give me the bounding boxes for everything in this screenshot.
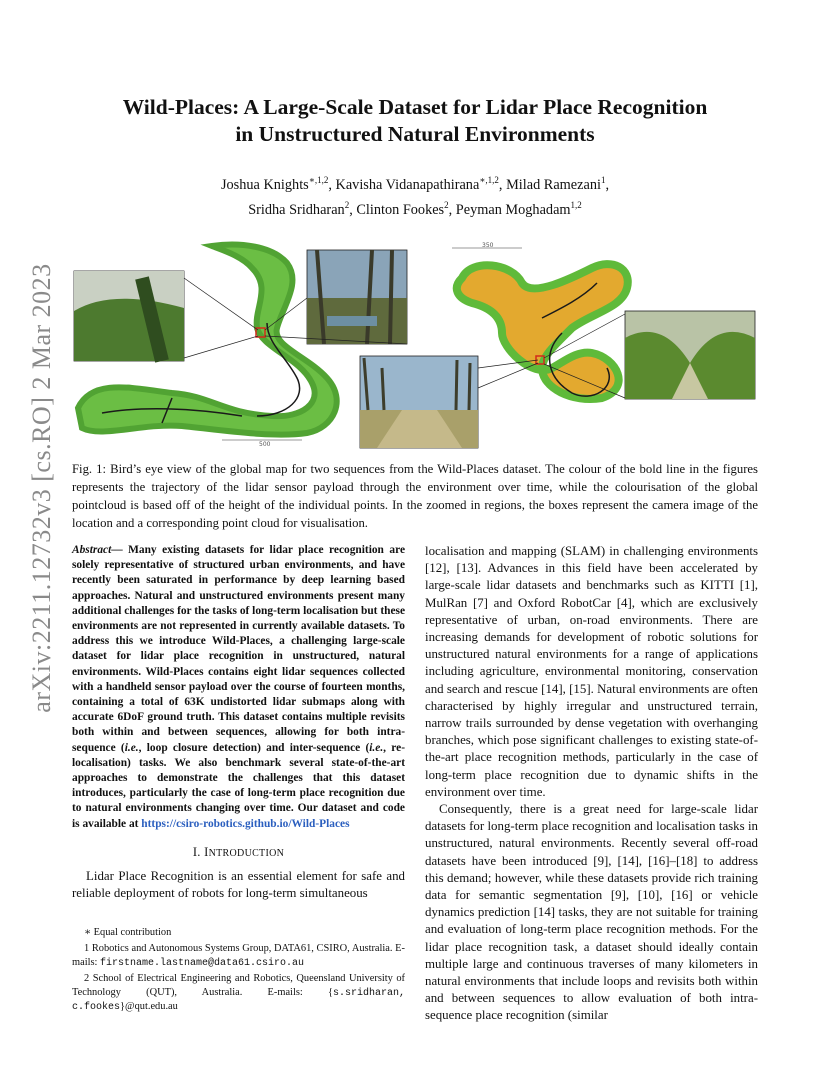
arxiv-identifier: arXiv:2211.12732v3 [cs.RO] 2 Mar 2023 [27, 263, 56, 713]
author-name: Sridha Sridharan [248, 201, 345, 218]
right-pointcloud [457, 264, 628, 399]
author-name: Clinton Fookes [356, 201, 445, 218]
abstract-text-1: — Many existing datasets for lidar place recognition are solely representative of structured urban environments, and have recently been saturated in performance by deep learning based approaches. Natural and unstructured environments present many additional challenges for the tasks of long-term localisation but these environments are not represented in currently available datasets. To address this we introduce Wild-Places, a challenging large-scale dataset for lidar place recognition in unstructured, natural environments. Wild-Places contains eight lidar sequences collected with a handheld sensor payload over the course of fourteen months, containing a total of 63K undistorted lidar submaps along with accurate 6DoF ground truth. This dataset contains multiple revisits both within and between sequences, allowing for both intra-sequence ( [72, 544, 405, 754]
abstract-label: Abstract [72, 544, 112, 556]
figure-caption: Fig. 1: Bird’s eye view of the global map for two sequences from the Wild-Places dataset. The colour of the bold line in the figures represents the trajectory of the lidar sensor payload through the environment over time, while the colourisation of the global pointcloud is based off of the height of the individual points. In the zoomed in regions, the boxes represent the camera image of the location and a corresponding point cloud for visualisation. [72, 462, 758, 530]
abstract [72, 543, 405, 832]
section-heading-introduction [72, 844, 405, 862]
email-csiro: firstname.lastname@data61.csiro.au [100, 957, 305, 969]
abstract-text-2: , loop closure detection) and inter-sequence ( [138, 741, 370, 754]
left-column [72, 543, 405, 1017]
email-qut: s.sridharan, c.fookes [72, 987, 405, 1014]
right-scale-label: 350 [482, 242, 494, 249]
intro-paragraph: Lidar Place Recognition is an essential element for safe and reliable deployment of robots for long-term simultaneous [72, 869, 405, 901]
title-line-1: Wild-Places: A Large-Scale Dataset for Lidar Place Recognition [122, 95, 708, 119]
author-affiliation: 1,2 [570, 199, 582, 210]
arxiv-stamp [12, 263, 72, 713]
author-list: Joshua Knights$^{∗,1,2}$, Kavisha Vidanapathirana$^{∗,1,2}$, Milad Ramezani$^1$, Sridha Sridharan$^2$, Clinton Fookes$^2$, Peyman Moghadam$^{1,2}$ [220, 175, 610, 218]
section-rest: NTRODUCTION [208, 847, 285, 859]
camera-image-2 [360, 356, 478, 448]
abstract-text-3: , re-localisation) tasks. We also benchmark several state-of-the-art approaches to demonstrate the challenges that this dataset introduces, particularly the case of long-term place recognition due to natural environments changing over time. Our dataset and code is available at [72, 741, 405, 830]
paper-title [90, 94, 740, 148]
left-scale-label: 500 [259, 441, 271, 448]
figure-1 [72, 238, 758, 450]
title-line-2: in Unstructured Natural Environments [235, 122, 595, 146]
right-paragraph-2: Consequently, there is a great need for large-scale lidar datasets for long-term place recognition and localisation tasks in unstructured, natural environments. Recently several off-road datasets have been introduced [9], [14], [16]–[18] to address this demand; however, while these datasets provide rich training data for semantic segmentation [9], [10], [16] or vehicle dynamics prediction [14] tasks, they are not suitable for training and evaluation of long-term place recognition methods. For the lidar place recognition task, a dataset should ideally contain multiple large and continuous traverses of many kilometers in natural environments that include loops and revisits both within and between sequences to allow evaluation of both intra-sequence place recognition (similar [425, 802, 758, 1023]
left-pointcloud-inset [74, 271, 184, 361]
author-name: Milad Ramezani [506, 176, 601, 193]
abstract-ie-1: i.e. [124, 741, 139, 754]
figure-1-graphic [72, 238, 758, 450]
author-name: Joshua Knights [220, 176, 309, 193]
right-column [425, 543, 758, 1025]
author-affiliation: 2 [444, 199, 449, 210]
footnote-qut: 2 School of Electrical Engineering and Robotics, Queensland University of Technology (QUT), Australia. E-mails: {s.sridharan, c.fookes}@qut.edu.au [72, 973, 405, 1014]
footnote-equal: ∗ Equal contribution [84, 927, 172, 939]
author-affiliation: ∗,1,2 [308, 175, 329, 185]
author-affiliation: ∗,1,2 [479, 175, 499, 185]
footnotes [72, 926, 405, 1015]
right-paragraph-1: localisation and mapping (SLAM) in challenging environments [12], [13]. Advances in this field have been accelerated by large-scale lidar datasets and benchmarks such as KITTI [1], MulRan [7] and Oxford RobotCar [4], which are exclusively representative of urban, on-road environments. There are increasing demands for development of robotic solutions for unstructured natural environments for a range of applications including agriculture, environmental monitoring, conservation and search and rescue [14], [15]. Natural environments are often characterised by highly irregular and unstructured terrain, narrow trails surrounded by dense vegetation with overhanging branches, which pose significant challenges to existing state-of-the-art place recognition methods, particularly in the case of long-term place recognition due to dynamic shifts in the environment over time. [425, 544, 758, 799]
right-pointcloud-inset [625, 311, 755, 399]
author-affiliation: 2 [344, 199, 350, 210]
author-name: Peyman Moghadam [455, 201, 571, 218]
section-initial: I [204, 844, 209, 859]
project-link[interactable]: https://csiro-robotics.github.io/Wild-Places [141, 817, 350, 830]
author-affiliation: 1 [600, 175, 606, 185]
camera-image-1 [307, 250, 407, 344]
section-number: I. [192, 844, 201, 859]
footnote-csiro: 1 Robotics and Autonomous Systems Group, DATA61, CSIRO, Australia. E-mails: firstname.lastname@data61.csiro.au [72, 943, 405, 969]
abstract-ie-2: i.e. [369, 741, 384, 754]
author-name: Kavisha Vidanapathirana [335, 176, 480, 193]
